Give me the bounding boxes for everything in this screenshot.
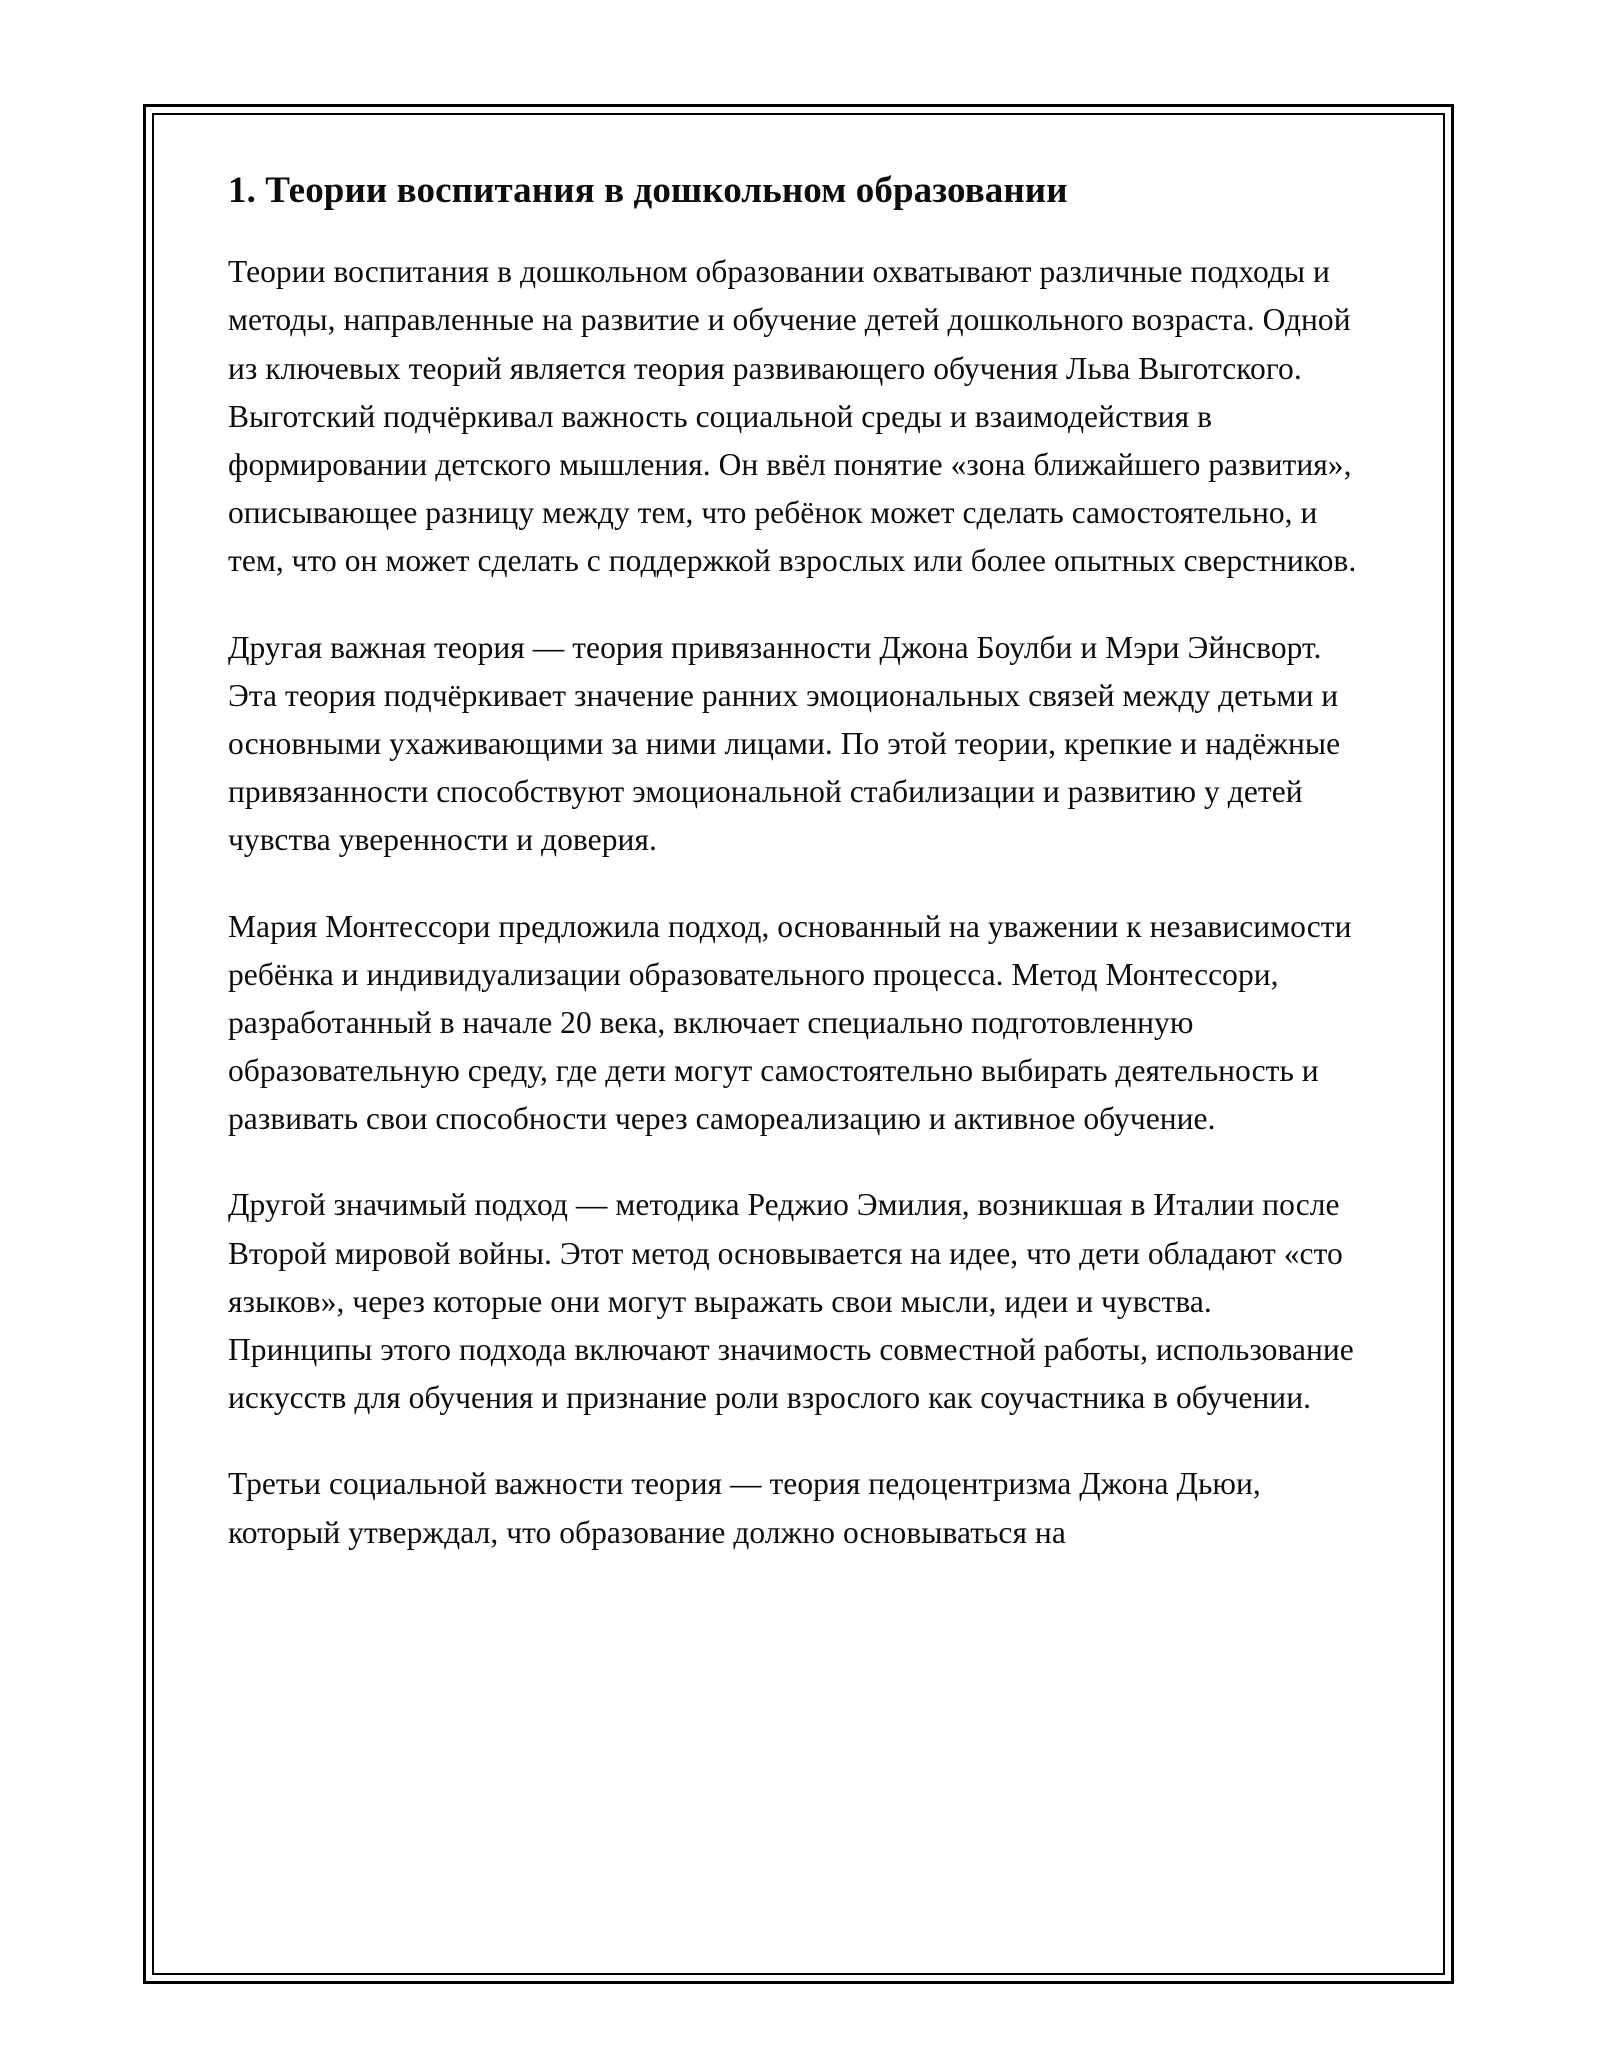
body-paragraph: Мария Монтессори предложила подход, основанный на уважении к независимости ребёнка и индивидуализации образовательного процесса. Метод Монтессори, разработанный в начале 20 века, включает специально подготовленную образовательную среду, где дети могут самостоятельно выбирать деятельность и развивать свои способности через самореализацию и активное обучение. (228, 908, 1352, 1137)
body-paragraph: Другой значимый подход — методика Реджио Эмилия, возникшая в Италии после Второй мировой войны. Этот метод основывается на идее, что дети обладают «сто языков», через которые они могут выражать свои мысли, идеи и чувства. Принципы этого подхода включают значимость совместной работы, использование искусств для обучения и признание роли взрослого как соучастника в обучении. (228, 1187, 1354, 1416)
document-content (228, 168, 1358, 1557)
body-paragraph: Другая важная теория — теория привязанности Джона Боулби и Мэри Эйнсворт. Эта теория подчёркивает значение ранних эмоциональных связей между детьми и основными ухаживающими за ними лицами. По этой теории, крепкие и надёжные привязанности способствуют эмоциональной стабилизации и развитию у детей чувства уверенности и доверия. (228, 629, 1341, 858)
page-title: 1. Теории воспитания в дошкольном образовании (228, 170, 1068, 211)
body-paragraph: Теории воспитания в дошкольном образовании охватывают различные подходы и методы, направленные на развитие и обучение детей дошкольного возраста. Одной из ключевых теорий является теория развивающего обучения Льва Выготского. Выготский подчёркивал важность социальной среды и взаимодействия в формировании детского мышления. Он ввёл понятие «зона ближайшего развития», описывающее разницу между тем, что ребёнок может сделать самостоятельно, и тем, что он может сделать с поддержкой взрослых или более опытных сверстников. (228, 254, 1357, 579)
body-paragraph: Третьи социальной важности теория — теория педоцентризма Джона Дьюи, который утверждал, что образование должно основываться на (228, 1466, 1261, 1550)
